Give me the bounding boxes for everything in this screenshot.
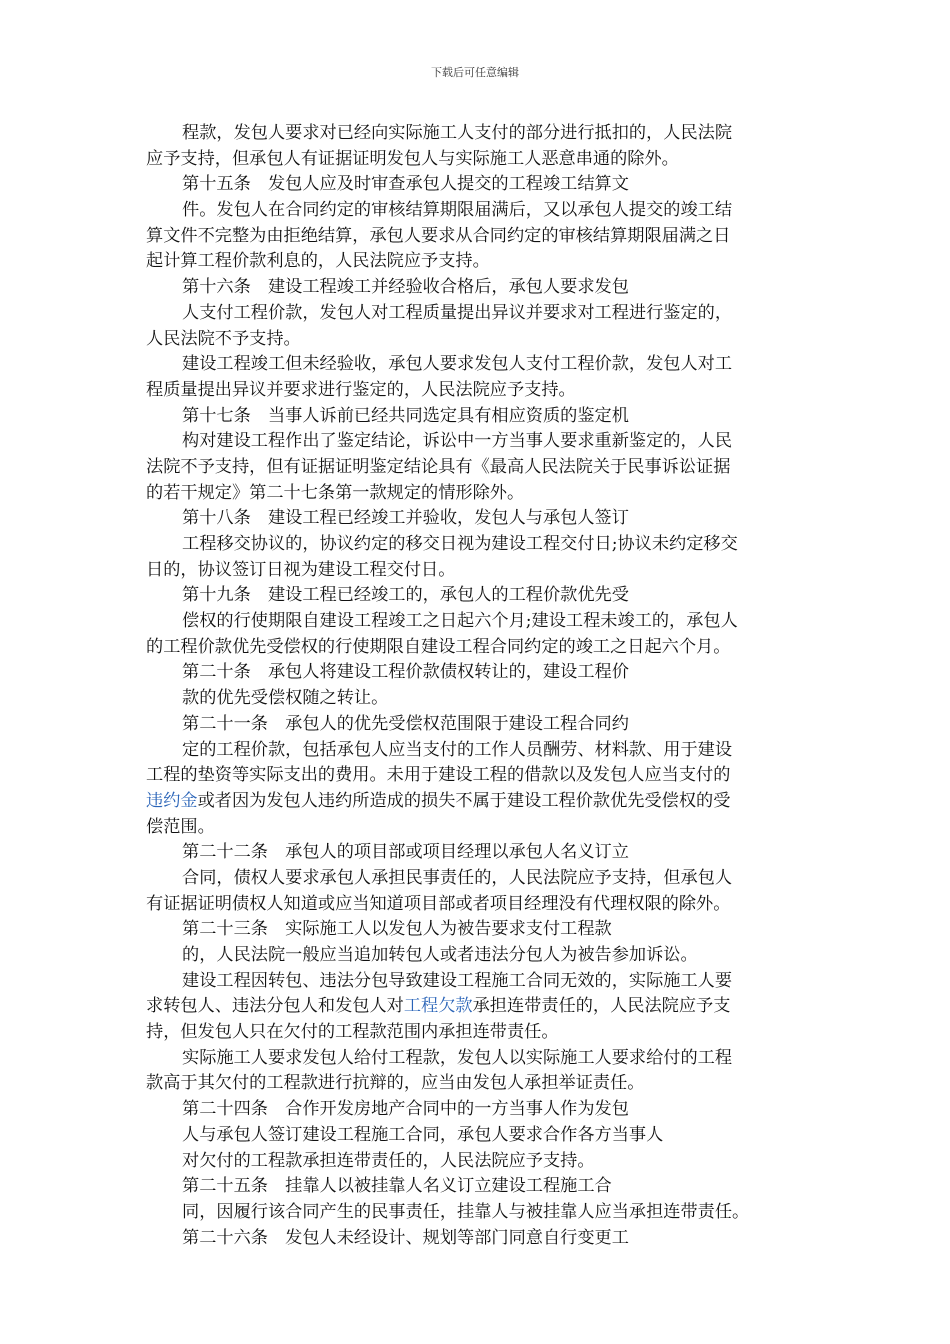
text-line: 第十七条 当事人诉前已经共同选定具有相应资质的鉴定机 [182, 405, 629, 426]
text-line: 第二十二条 承包人的项目部或项目经理以承包人名义订立 [182, 842, 629, 863]
text-segment: 求转包人、违法分包人和发包人对 [146, 996, 404, 1017]
text-line: 起计算工程价款利息的，人民法院应予支持。 [146, 251, 490, 272]
text-line: 第二十五条 挂靠人以被挂靠人名义订立建设工程施工合 [182, 1176, 612, 1197]
text-line: 第二十一条 承包人的优先受偿权范围限于建设工程合同约 [182, 713, 629, 734]
text-line: 款的优先受偿权随之转让。 [182, 688, 389, 709]
text-line: 日的，协议签订日视为建设工程交付日。 [146, 559, 456, 580]
page-header: 下载后可任意编辑 [431, 66, 519, 79]
text-line: 第二十三条 实际施工人以发包人为被告要求支付工程款 [182, 919, 612, 940]
text-line: 建设工程竣工但未经验收，承包人要求发包人支付工程价款，发包人对工 [182, 354, 733, 375]
document-body [146, 121, 816, 1251]
text-line: 程质量提出异议并要求进行鉴定的，人民法院应予支持。 [146, 379, 576, 400]
text-line: 第十五条 发包人应及时审查承包人提交的工程竣工结算文 [182, 174, 629, 195]
term-link[interactable]: 工程欠款 [403, 996, 473, 1017]
text-line: 工程移交协议的，协议约定的移交日视为建设工程交付日;协议未约定移交 [182, 534, 738, 554]
text-line: 有证据证明债权人知道或应当知道项目部或者项目经理没有代理权限的除外。 [146, 893, 731, 914]
text-line: 合同，债权人要求承包人承担民事责任的，人民法院应予支持，但承包人 [182, 867, 733, 888]
text-line: 应予支持，但承包人有证据证明发包人与实际施工人恶意串通的除外。 [146, 148, 679, 169]
text-line: 定的工程价款，包括承包人应当支付的工作人员酬劳、材料款、用于建设 [182, 739, 733, 760]
text-line: 第二十四条 合作开发房地产合同中的一方当事人作为发包 [182, 1099, 629, 1120]
text-line: 构对建设工程作出了鉴定结论，诉讼中一方当事人要求重新鉴定的，人民 [182, 431, 733, 452]
text-line: 第二十六条 发包人未经设计、规划等部门同意自行变更工 [182, 1227, 629, 1248]
text-line [146, 994, 816, 1020]
text-line: 程款，发包人要求对已经向实际施工人支付的部分进行抵扣的，人民法院 [182, 123, 733, 143]
text-line: 第十九条 建设工程已经竣工的，承包人的工程价款优先受 [182, 585, 629, 606]
text-line: 偿权的行使期限自建设工程竣工之日起六个月;建设工程未竣工的，承包人 [182, 611, 738, 632]
text-line: 工程的垫资等实际支出的费用。未用于建设工程的借款以及发包人应当支付的 [146, 765, 731, 786]
text-line: 款高于其欠付的工程款进行抗辩的，应当由发包人承担举证责任。 [146, 1073, 645, 1094]
text-line: 人支付工程价款，发包人对工程质量提出异议并要求对工程进行鉴定的， [182, 302, 733, 323]
text-line: 实际施工人要求发包人给付工程款，发包人以实际施工人要求给付的工程 [182, 1047, 733, 1068]
text-line: 的，人民法院一般应当追加转包人或者违法分包人为被告参加诉讼。 [182, 945, 698, 965]
text-line: 对欠付的工程款承担连带责任的，人民法院应予支持。 [182, 1150, 595, 1171]
text-line: 建设工程因转包、违法分包导致建设工程施工合同无效的，实际施工人要 [182, 970, 733, 991]
text-line: 同，因履行该合同产生的民事责任，挂靠人与被挂靠人应当承担连带责任。 [182, 1201, 750, 1222]
text-line: 算文件不完整为由拒绝结算，承包人要求从合同约定的审核结算期限届满之日 [146, 225, 731, 246]
text-line: 的工程价款优先受偿权的行使期限自建设工程合同约定的竣工之日起六个月。 [146, 636, 731, 657]
text-line: 人与承包人签订建设工程施工合同，承包人要求合作各方当事人 [182, 1124, 664, 1145]
text-line: 偿范围。 [146, 816, 215, 837]
text-line [146, 789, 816, 815]
text-line: 第十六条 建设工程竣工并经验收合格后，承包人要求发包 [182, 277, 629, 298]
text-segment: 或者因为发包人违约所造成的损失不属于建设工程价款优先受偿权的受 [197, 790, 731, 811]
text-line: 持，但发包人只在欠付的工程款范围内承担连带责任。 [146, 1022, 559, 1043]
text-segment: 承担连带责任的，人民法院应予支 [472, 996, 731, 1017]
text-line: 件。发包人在合同约定的审核结算期限届满后，又以承包人提交的竣工结 [182, 200, 733, 221]
term-link[interactable]: 违约金 [146, 790, 198, 811]
text-line: 的若干规定》第二十七条第一款规定的情形除外。 [146, 482, 525, 503]
text-line: 第十八条 建设工程已经竣工并验收，发包人与承包人签订 [182, 508, 629, 529]
text-line: 第二十条 承包人将建设工程价款债权转让的，建设工程价 [182, 662, 629, 683]
text-line: 法院不予支持，但有证据证明鉴定结论具有《最高人民法院关于民事诉讼证据 [146, 456, 731, 477]
text-line: 人民法院不予支持。 [146, 328, 301, 349]
